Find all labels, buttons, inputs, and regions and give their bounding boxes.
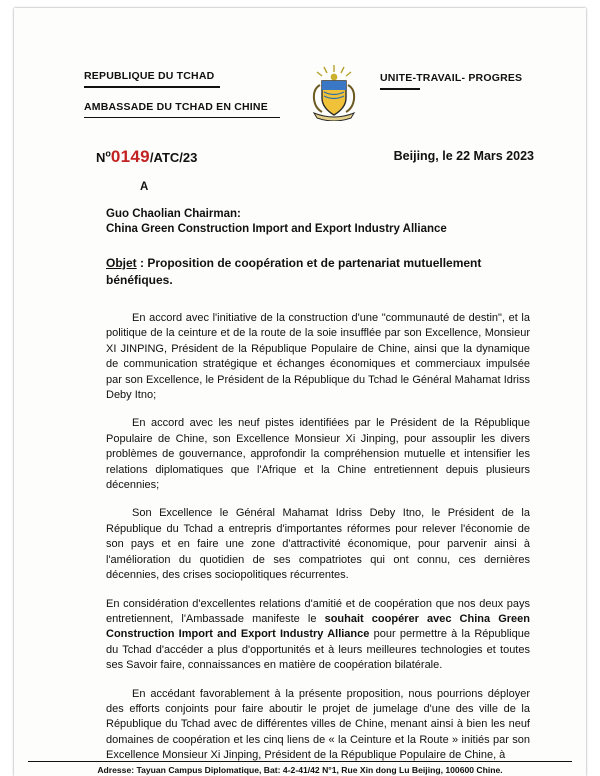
- paragraph: Son Excellence le Général Mahamat Idriss Deby Itno, le Président de la République du Tchad a entrepris d'importantes réformes pour relever l'économie de son pays et en faire une zone d'attractivité économique, pour parvenir ainsi à l'amélioration du quotidien de ses compatriotes qui ont connu, ces dernières décennies, des crises sociopolitiques récurrentes.: [106, 507, 530, 582]
- page-footer: Adresse: Tayuan Campus Diplomatique, Bat: 4-2-41/42 N°1, Rue Xin dong Lu Beijing, 100600 Chine.: [28, 761, 572, 776]
- highlight-bold: souhait coopérer avec China Green Construction Import and Export Industry Alliance: [106, 612, 530, 641]
- motto: UNITE-TRAVAIL- PROGRES: [380, 72, 523, 84]
- letter-body: [106, 311, 530, 764]
- divider-rule-1: [84, 86, 220, 88]
- addressee-organization: China Green Construction Import and Export Industry Alliance: [106, 223, 447, 235]
- letter-content: [84, 63, 534, 776]
- embassy-title: AMBASSADE DU TCHAD EN CHINE: [84, 100, 268, 113]
- letterhead-right: [380, 71, 550, 90]
- paragraph-highlight: [106, 597, 530, 674]
- subject-text: : Proposition de coopération et de partenariat mutuellement bénéfiques.: [106, 256, 482, 287]
- chad-coat-of-arms-icon: [302, 63, 366, 121]
- divider-rule-2: [84, 117, 280, 119]
- highlight-lead: En considération d'excellentes relations d'amitié et de coopération que nos deux pays entretiennent, l'Ambassade manifeste le: [106, 597, 530, 625]
- reference-superscript: o: [105, 148, 111, 159]
- addressee-name: Guo Chaolian Chairman:: [106, 208, 241, 220]
- letterhead: [84, 63, 534, 125]
- reference-number: [96, 147, 197, 167]
- subject-line: [106, 255, 526, 289]
- divider-rule-3: [380, 88, 420, 90]
- paragraph: En accord avec les neuf pistes identifiées par le Président de la République Populaire de Chine, son Excellence Monsieur Xi Jinping, pour assouplir les divers problèmes de gouvernance, approfondir la compréhension mutuelle et intensifier les relations diplomatiques que l'Afrique et la Chine entretiennent depuis plusieurs décennies;: [106, 417, 530, 492]
- paragraph: En accord avec l'initiative de la construction d'une "communauté de destin", et la politique de la ceinture et de la route de la soie insufflée par son Excellence, Monsieur XI JINPING, Président de la République Populaire de Chine, ainsi que la dynamique de communication stratégique et échanges économiques et commerciaux impulsée par son Excellence, le Président de la République du Tchad le Général Mahamat Idriss Deby Itno;: [106, 312, 530, 402]
- letterhead-left: [84, 69, 294, 118]
- highlight-tail: pour permettre à la République du Tchad d'accéder a plus d'opportunités et à leurs meilleures technologies et toutes ses Savoir faire, connaissances en matière de coopération bilatérale.: [106, 628, 530, 672]
- subject-label: Objet: [106, 256, 137, 270]
- letter-sheet: [14, 8, 586, 776]
- reference-digits: 0149: [110, 147, 150, 166]
- place-and-date: Beijing, le 22 Mars 2023: [393, 149, 534, 163]
- recipient-marker: A: [140, 181, 149, 193]
- republic-title: REPUBLIQUE DU TCHAD: [84, 70, 215, 82]
- reference-suffix: /ATC/23: [149, 150, 198, 165]
- reference-line: [84, 147, 534, 167]
- reference-prefix: N: [96, 150, 106, 165]
- addressee-block: [106, 207, 534, 237]
- paragraph: En accédant favorablement à la présente proposition, nous pourrions déployer des efforts conjoints pour faire aboutir le projet de jumelage d'une des ville de la République du Tchad avec de différentes villes de Chine, menant ainsi à bien les neuf domaines de coopération et les cinq liens de « la Ceinture et la Route » initiés par son Excellence Monsieur Xi Jinping, Président de la République Populaire de Chine, à: [106, 687, 530, 762]
